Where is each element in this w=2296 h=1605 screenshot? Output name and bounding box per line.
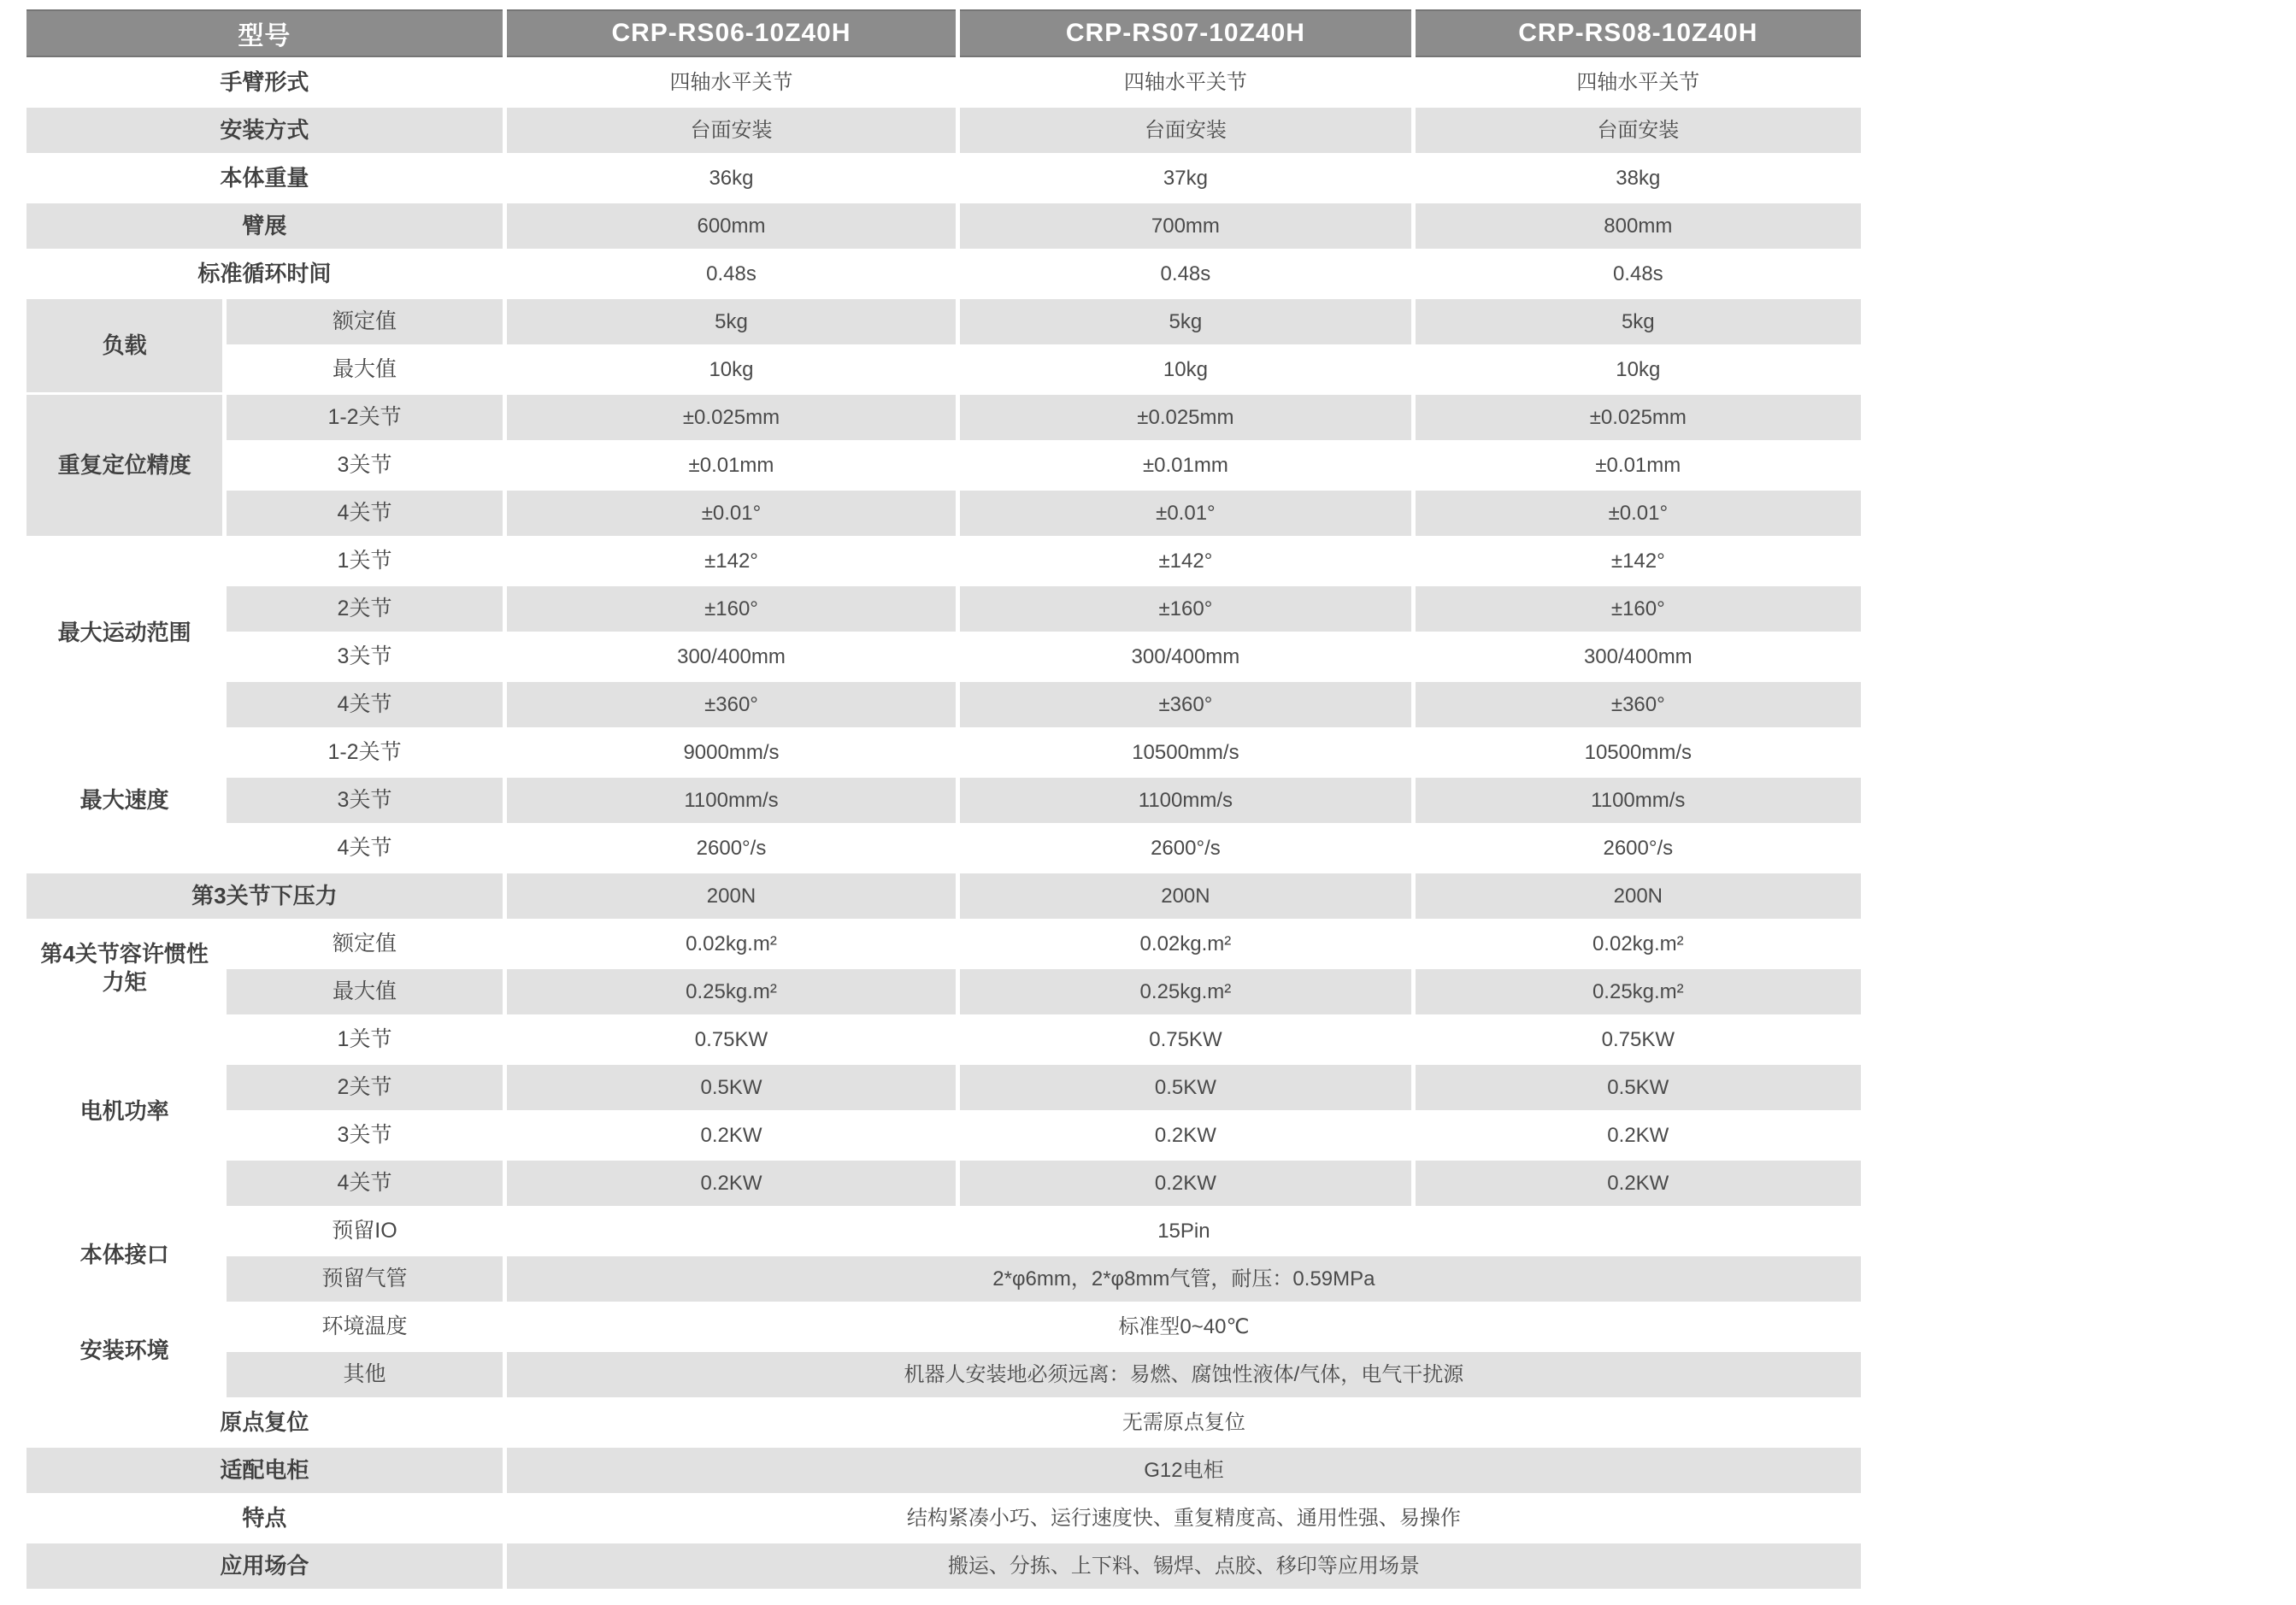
sub-label-cell: 3关节 <box>227 778 503 823</box>
table-row <box>26 873 1861 919</box>
value-cell: 0.2KW <box>1416 1113 1861 1158</box>
table-row <box>26 251 1861 297</box>
value-cell: 0.48s <box>960 251 1410 297</box>
value-cell: 0.48s <box>507 251 956 297</box>
value-cell: 800mm <box>1416 203 1861 249</box>
value-cell: 2600°/s <box>960 826 1410 871</box>
value-cell: 0.25kg.m² <box>960 969 1410 1014</box>
value-cell: 搬运、分拣、上下料、锡焊、点胶、移印等应用场景 <box>507 1543 1861 1589</box>
value-cell: ±0.01° <box>1416 491 1861 536</box>
sub-label-cell: 3关节 <box>227 443 503 488</box>
value-cell: ±160° <box>507 586 956 632</box>
value-cell: 1100mm/s <box>960 778 1410 823</box>
value-cell: 0.5KW <box>960 1065 1410 1110</box>
sub-label-cell: 最大值 <box>227 347 503 392</box>
table-row <box>26 1304 1861 1349</box>
value-cell: 0.2KW <box>507 1161 956 1206</box>
row-label-cell: 应用场合 <box>26 1543 503 1589</box>
value-cell: 0.75KW <box>960 1017 1410 1062</box>
value-cell: 2*φ6mm，2*φ8mm气管，耐压：0.59MPa <box>507 1256 1861 1302</box>
value-cell: 0.48s <box>1416 251 1861 297</box>
spec-table <box>22 7 1865 1591</box>
value-cell: 1100mm/s <box>1416 778 1861 823</box>
table-row <box>26 1496 1861 1541</box>
value-cell: 四轴水平关节 <box>507 60 956 105</box>
value-cell: 0.25kg.m² <box>1416 969 1861 1014</box>
row-label-cell: 适配电柜 <box>26 1448 503 1493</box>
sub-label-cell: 其他 <box>227 1352 503 1397</box>
table-row <box>26 1208 1861 1254</box>
table-row <box>26 347 1861 392</box>
table-row <box>26 778 1861 823</box>
value-cell: ±142° <box>1416 538 1861 584</box>
group-label-cell: 电机功率 <box>26 1017 222 1206</box>
sub-label-cell: 1-2关节 <box>227 395 503 440</box>
sub-label-cell: 1关节 <box>227 1017 503 1062</box>
value-cell: 0.2KW <box>1416 1161 1861 1206</box>
sub-label-cell: 4关节 <box>227 491 503 536</box>
value-cell: ±360° <box>960 682 1410 727</box>
value-cell: 300/400mm <box>960 634 1410 679</box>
value-cell: 5kg <box>507 299 956 344</box>
value-cell: 2600°/s <box>507 826 956 871</box>
value-cell: 0.2KW <box>960 1161 1410 1206</box>
value-cell: 0.75KW <box>1416 1017 1861 1062</box>
sub-label-cell: 2关节 <box>227 1065 503 1110</box>
table-row <box>26 1352 1861 1397</box>
value-cell: 15Pin <box>507 1208 1861 1254</box>
value-cell: ±0.025mm <box>507 395 956 440</box>
sub-label-cell: 4关节 <box>227 826 503 871</box>
value-cell: ±360° <box>507 682 956 727</box>
table-row <box>26 682 1861 727</box>
table-row <box>26 1161 1861 1206</box>
table-row <box>26 156 1861 201</box>
value-cell: ±0.01° <box>507 491 956 536</box>
value-cell: 200N <box>1416 873 1861 919</box>
value-cell: 10kg <box>507 347 956 392</box>
sub-label-cell: 2关节 <box>227 586 503 632</box>
table-row <box>26 443 1861 488</box>
value-cell: 5kg <box>1416 299 1861 344</box>
table-row <box>26 203 1861 249</box>
table-row <box>26 1017 1861 1062</box>
group-label-cell: 最大速度 <box>26 730 222 871</box>
table-row <box>26 60 1861 105</box>
table-row <box>26 395 1861 440</box>
value-cell: 200N <box>507 873 956 919</box>
row-label-cell: 本体重量 <box>26 156 503 201</box>
table-row <box>26 1256 1861 1302</box>
value-cell: 2600°/s <box>1416 826 1861 871</box>
table-row <box>26 1543 1861 1589</box>
row-label-cell: 特点 <box>26 1496 503 1541</box>
sub-label-cell: 4关节 <box>227 682 503 727</box>
value-cell: ±0.025mm <box>960 395 1410 440</box>
value-cell: 无需原点复位 <box>507 1400 1861 1445</box>
group-label-cell: 本体接口 <box>26 1208 222 1302</box>
group-label-cell: 负载 <box>26 299 222 392</box>
sub-label-cell: 1关节 <box>227 538 503 584</box>
table-row <box>26 969 1861 1014</box>
value-cell: 0.25kg.m² <box>507 969 956 1014</box>
table-row <box>26 1400 1861 1445</box>
header-cell-model-label: 型号 <box>26 9 503 57</box>
value-cell: 10500mm/s <box>1416 730 1861 775</box>
sub-label-cell: 4关节 <box>227 1161 503 1206</box>
value-cell: 300/400mm <box>507 634 956 679</box>
table-row <box>26 108 1861 153</box>
header-cell-model-name: CRP-RS07-10Z40H <box>960 9 1410 57</box>
value-cell: 四轴水平关节 <box>960 60 1410 105</box>
table-row <box>26 1113 1861 1158</box>
value-cell: 9000mm/s <box>507 730 956 775</box>
value-cell: 200N <box>960 873 1410 919</box>
value-cell: 0.2KW <box>507 1113 956 1158</box>
table-row <box>26 586 1861 632</box>
header-cell-model-name: CRP-RS08-10Z40H <box>1416 9 1861 57</box>
table-row <box>26 491 1861 536</box>
value-cell: 37kg <box>960 156 1410 201</box>
value-cell: 0.02kg.m² <box>507 921 956 967</box>
header-cell-model-name: CRP-RS06-10Z40H <box>507 9 956 57</box>
value-cell: 结构紧凑小巧、运行速度快、重复精度高、通用性强、易操作 <box>507 1496 1861 1541</box>
group-label-cell: 最大运动范围 <box>26 538 222 727</box>
sub-label-cell: 额定值 <box>227 299 503 344</box>
sub-label-cell: 3关节 <box>227 1113 503 1158</box>
table-row <box>26 921 1861 967</box>
sub-label-cell: 最大值 <box>227 969 503 1014</box>
row-label-cell: 安装方式 <box>26 108 503 153</box>
value-cell: 台面安装 <box>507 108 956 153</box>
value-cell: 10kg <box>1416 347 1861 392</box>
group-label-cell: 安装环境 <box>26 1304 222 1397</box>
table-row <box>26 538 1861 584</box>
value-cell: ±160° <box>960 586 1410 632</box>
table-row <box>26 1065 1861 1110</box>
table-row <box>26 634 1861 679</box>
table-body <box>26 60 1861 1589</box>
value-cell: 四轴水平关节 <box>1416 60 1861 105</box>
value-cell: ±0.01mm <box>960 443 1410 488</box>
value-cell: 36kg <box>507 156 956 201</box>
value-cell: 0.02kg.m² <box>960 921 1410 967</box>
value-cell: 0.5KW <box>507 1065 956 1110</box>
value-cell: ±0.025mm <box>1416 395 1861 440</box>
value-cell: G12电柜 <box>507 1448 1861 1493</box>
sub-label-cell: 3关节 <box>227 634 503 679</box>
row-label-cell: 标准循环时间 <box>26 251 503 297</box>
value-cell: 0.75KW <box>507 1017 956 1062</box>
value-cell: 0.2KW <box>960 1113 1410 1158</box>
value-cell: 5kg <box>960 299 1410 344</box>
value-cell: ±142° <box>960 538 1410 584</box>
value-cell: 700mm <box>960 203 1410 249</box>
value-cell: ±0.01mm <box>507 443 956 488</box>
value-cell: 0.02kg.m² <box>1416 921 1861 967</box>
sub-label-cell: 1-2关节 <box>227 730 503 775</box>
sub-label-cell: 环境温度 <box>227 1304 503 1349</box>
table-row <box>26 730 1861 775</box>
value-cell: 10500mm/s <box>960 730 1410 775</box>
value-cell: 600mm <box>507 203 956 249</box>
value-cell: 台面安装 <box>960 108 1410 153</box>
row-label-cell: 手臂形式 <box>26 60 503 105</box>
row-label-cell: 原点复位 <box>26 1400 503 1445</box>
value-cell: ±360° <box>1416 682 1861 727</box>
value-cell: 300/400mm <box>1416 634 1861 679</box>
value-cell: 台面安装 <box>1416 108 1861 153</box>
value-cell: 机器人安装地必须远离：易燃、腐蚀性液体/气体，电气干扰源 <box>507 1352 1861 1397</box>
sub-label-cell: 预留气管 <box>227 1256 503 1302</box>
spec-table-container <box>22 7 1865 1591</box>
value-cell: 标准型0~40℃ <box>507 1304 1861 1349</box>
value-cell: 0.5KW <box>1416 1065 1861 1110</box>
value-cell: ±0.01° <box>960 491 1410 536</box>
row-label-cell: 臂展 <box>26 203 503 249</box>
value-cell: 10kg <box>960 347 1410 392</box>
table-header-row <box>26 9 1861 57</box>
group-label-cell: 重复定位精度 <box>26 395 222 536</box>
sub-label-cell: 额定值 <box>227 921 503 967</box>
value-cell: 1100mm/s <box>507 778 956 823</box>
table-row <box>26 299 1861 344</box>
value-cell: ±142° <box>507 538 956 584</box>
value-cell: ±0.01mm <box>1416 443 1861 488</box>
table-row <box>26 1448 1861 1493</box>
table-row <box>26 826 1861 871</box>
value-cell: ±160° <box>1416 586 1861 632</box>
group-label-cell: 第3关节下压力 <box>26 873 503 919</box>
sub-label-cell: 预留IO <box>227 1208 503 1254</box>
group-label-cell: 第4关节容许惯性力矩 <box>26 921 222 1014</box>
value-cell: 38kg <box>1416 156 1861 201</box>
